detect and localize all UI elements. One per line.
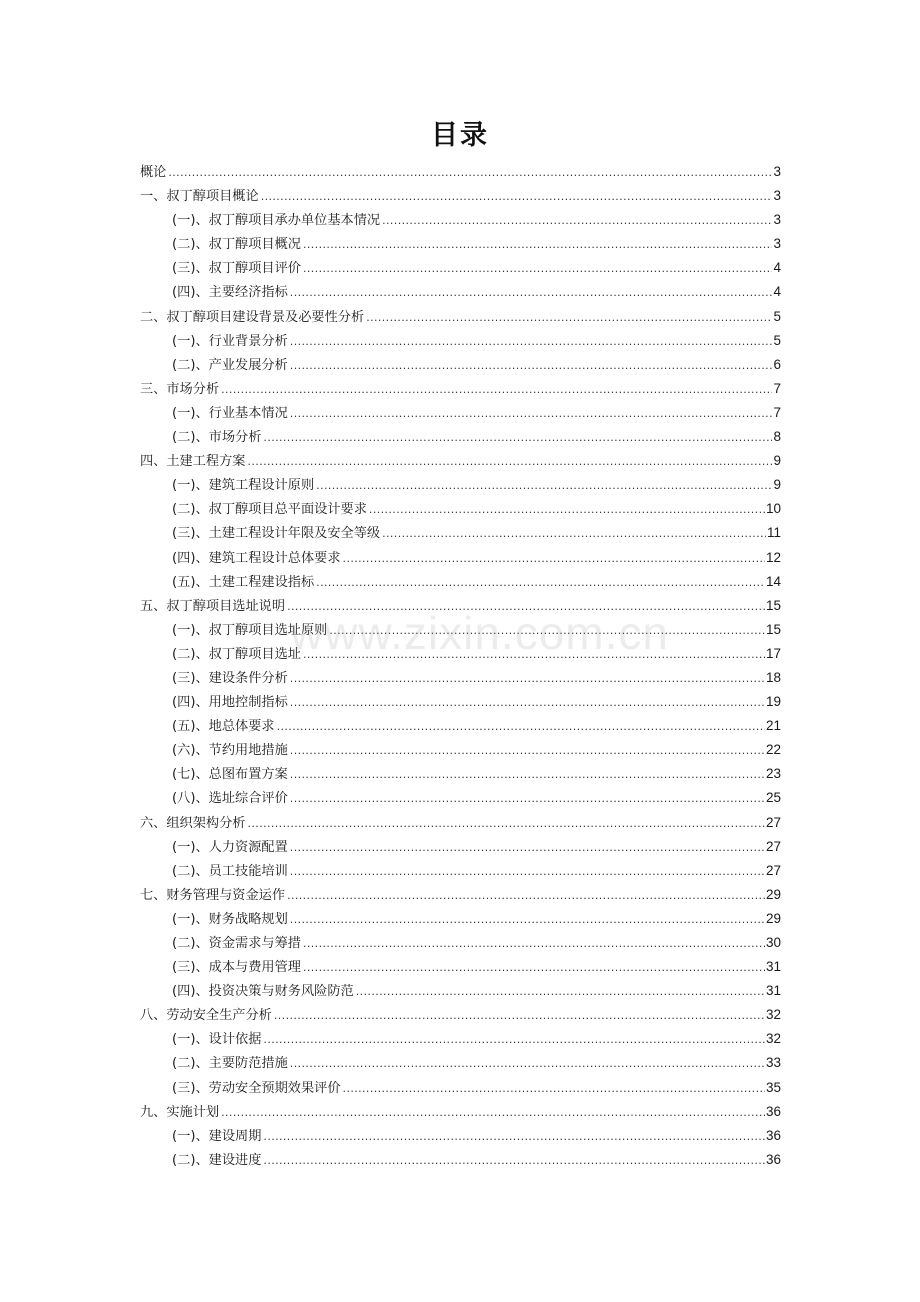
toc-entry-label: (一)、行业背景分析 — [172, 333, 288, 349]
toc-entry-label: (二)、员工技能培训 — [172, 863, 288, 879]
toc-entry-label: (一)、建筑工程设计原则 — [172, 478, 315, 494]
toc-entry[interactable] — [140, 907, 781, 931]
toc-page-number: 18 — [765, 669, 781, 685]
toc-entry[interactable] — [140, 497, 781, 521]
toc-dot-leader — [303, 643, 765, 667]
toc-entry-label: 二、叔丁醇项目建设背景及必要性分析 — [140, 309, 365, 325]
toc-page-number: 36 — [765, 1127, 781, 1143]
toc-page-number: 21 — [765, 718, 781, 734]
toc-page-number: 32 — [765, 1031, 781, 1047]
toc-dot-leader — [366, 306, 772, 330]
toc-entry-label: (二)、建设进度 — [172, 1152, 262, 1168]
toc-dot-leader — [290, 739, 765, 763]
toc-entry-label: (八)、选址综合评价 — [172, 791, 288, 807]
toc-dot-leader — [316, 571, 765, 595]
toc-dot-leader — [303, 932, 765, 956]
toc-dot-leader — [290, 763, 765, 787]
toc-dot-leader — [290, 354, 773, 378]
toc-entry[interactable] — [140, 979, 781, 1003]
toc-dot-leader — [290, 787, 765, 811]
toc-entry-label: (四)、建筑工程设计总体要求 — [172, 550, 341, 566]
toc-entry[interactable] — [140, 353, 781, 377]
toc-entry-label: (二)、市场分析 — [172, 430, 262, 446]
toc-page-number: 25 — [765, 790, 781, 806]
toc-entry[interactable] — [140, 1003, 781, 1027]
toc-page-number: 7 — [773, 380, 781, 396]
watermark: www.zixin.com.cn — [290, 607, 669, 659]
toc-page-number: 27 — [765, 838, 781, 854]
toc-page-number: 3 — [773, 164, 781, 179]
toc-entry[interactable] — [140, 690, 781, 714]
toc-entry-label: (三)、劳动安全预期效果评价 — [172, 1080, 341, 1096]
toc-entry-label: (一)、人力资源配置 — [172, 839, 288, 855]
toc-page-number: 3 — [773, 212, 781, 228]
toc-entry[interactable] — [140, 160, 781, 184]
toc-dot-leader — [303, 956, 765, 980]
toc-entry-label: (三)、建设条件分析 — [172, 670, 288, 686]
toc-dot-leader — [356, 980, 765, 1004]
toc-dot-leader — [290, 281, 773, 305]
toc-entry-label: (二)、产业发展分析 — [172, 357, 288, 373]
toc-entry[interactable] — [140, 449, 781, 473]
toc-page-number: 14 — [765, 573, 781, 589]
table-of-contents — [140, 160, 781, 1172]
toc-page-number: 36 — [765, 1103, 781, 1119]
toc-dot-leader — [277, 715, 765, 739]
toc-page-number: 32 — [765, 1007, 781, 1023]
toc-entry[interactable] — [140, 883, 781, 907]
toc-entry-label: (一)、设计依据 — [172, 1032, 262, 1048]
toc-dot-leader — [290, 836, 765, 860]
toc-dot-leader — [290, 667, 765, 691]
toc-entry-label: (三)、土建工程设计年限及安全等级 — [172, 526, 381, 542]
toc-entry-label: (四)、投资决策与财务风险防范 — [172, 984, 354, 1000]
toc-dot-leader — [263, 1149, 765, 1173]
toc-entry[interactable] — [140, 811, 781, 835]
toc-dot-leader — [382, 522, 766, 546]
toc-entry[interactable] — [140, 329, 781, 353]
toc-page-number: 22 — [765, 742, 781, 758]
toc-page-number: 27 — [765, 862, 781, 878]
toc-dot-leader — [263, 1028, 765, 1052]
toc-page-number: 9 — [773, 453, 781, 469]
page-title: 目录 — [431, 120, 489, 151]
toc-entry[interactable] — [140, 618, 781, 642]
toc-entry[interactable] — [140, 184, 781, 208]
toc-dot-leader — [303, 257, 773, 281]
toc-entry-label: 一、叔丁醇项目概论 — [140, 189, 259, 205]
toc-entry-label: (四)、用地控制指标 — [172, 695, 288, 711]
toc-page-number: 15 — [765, 621, 781, 637]
toc-dot-leader — [287, 884, 765, 908]
toc-entry[interactable] — [140, 305, 781, 329]
toc-entry-label: (五)、土建工程建设指标 — [172, 574, 315, 590]
toc-entry-label: (六)、节约用地措施 — [172, 743, 288, 759]
toc-entry[interactable] — [140, 1027, 781, 1051]
toc-entry-label: (二)、资金需求与筹措 — [172, 936, 301, 951]
toc-page-number: 7 — [773, 404, 781, 420]
toc-entry[interactable] — [140, 546, 781, 570]
toc-entry[interactable] — [140, 280, 781, 304]
toc-dot-leader — [221, 378, 772, 402]
toc-entry-label: (二)、主要防范措施 — [172, 1056, 288, 1072]
toc-dot-leader — [290, 402, 773, 426]
toc-entry[interactable] — [140, 401, 781, 425]
toc-entry-label: (二)、叔丁醇项目总平面设计要求 — [172, 502, 367, 518]
toc-entry[interactable] — [140, 859, 781, 883]
toc-entry-label: (四)、主要经济指标 — [172, 285, 288, 301]
toc-entry[interactable] — [140, 738, 781, 762]
toc-entry-label: (二)、叔丁醇项目选址 — [172, 646, 301, 662]
toc-page-number: 6 — [773, 356, 781, 372]
toc-page-number: 4 — [773, 284, 781, 300]
toc-entry[interactable] — [140, 642, 781, 666]
toc-page-number: 29 — [765, 886, 781, 902]
toc-dot-leader — [290, 908, 765, 932]
toc-entry-label: (一)、行业基本情况 — [172, 405, 288, 421]
toc-page-number: 5 — [773, 332, 781, 348]
toc-dot-leader — [329, 619, 765, 643]
toc-entry[interactable] — [140, 256, 781, 280]
toc-entry[interactable] — [140, 1100, 781, 1124]
toc-page-number: 12 — [765, 549, 781, 565]
toc-entry[interactable] — [140, 1124, 781, 1148]
toc-page-number: 36 — [765, 1151, 781, 1167]
toc-entry[interactable] — [140, 835, 781, 859]
toc-entry[interactable] — [140, 521, 781, 545]
toc-entry-label: 四、土建工程方案 — [140, 454, 246, 470]
toc-dot-leader — [168, 161, 772, 185]
toc-dot-leader — [263, 426, 772, 450]
toc-entry[interactable] — [140, 931, 781, 955]
toc-page-number: 35 — [765, 1079, 781, 1095]
toc-page-number: 4 — [773, 260, 781, 276]
toc-dot-leader — [287, 595, 765, 619]
toc-entry-label: (三)、成本与费用管理 — [172, 960, 301, 976]
toc-entry[interactable] — [140, 377, 781, 401]
toc-page-number: 3 — [773, 236, 781, 252]
toc-dot-leader — [248, 450, 773, 474]
toc-entry-label: 六、组织架构分析 — [140, 815, 246, 831]
toc-entry[interactable] — [140, 1076, 781, 1100]
toc-page-number: 3 — [773, 188, 781, 204]
toc-page-number: 5 — [773, 308, 781, 324]
toc-page-number: 31 — [765, 983, 781, 999]
toc-page-number: 11 — [766, 525, 781, 541]
toc-entry-label: (七)、总图布置方案 — [172, 767, 288, 783]
toc-dot-leader — [248, 812, 765, 836]
toc-page-number: 30 — [765, 935, 781, 950]
toc-entry[interactable] — [140, 762, 781, 786]
toc-entry[interactable] — [140, 570, 781, 594]
toc-dot-leader — [316, 474, 772, 498]
toc-entry-label: 三、市场分析 — [140, 381, 220, 397]
toc-dot-leader — [274, 1004, 765, 1028]
toc-entry-label: (五)、地总体要求 — [172, 719, 275, 735]
toc-page-number: 8 — [773, 429, 781, 445]
toc-page-number: 17 — [765, 645, 781, 661]
toc-dot-leader — [263, 1125, 765, 1149]
toc-entry[interactable] — [140, 955, 781, 979]
toc-page-number: 31 — [765, 959, 781, 975]
toc-dot-leader — [290, 691, 765, 715]
toc-dot-leader — [343, 1077, 765, 1101]
toc-page-number: 27 — [765, 814, 781, 830]
toc-page-number: 15 — [765, 597, 781, 613]
toc-entry-label: 五、叔丁醇项目选址说明 — [140, 598, 286, 614]
toc-page-number: 19 — [765, 694, 781, 710]
toc-entry[interactable] — [140, 714, 781, 738]
toc-entry[interactable] — [140, 786, 781, 810]
toc-entry-label: (三)、叔丁醇项目评价 — [172, 261, 301, 277]
toc-page-number: 29 — [765, 910, 781, 926]
toc-entry-label: (一)、建设周期 — [172, 1128, 262, 1144]
toc-entry-label: (一)、财务战略规划 — [172, 911, 288, 927]
toc-page-number: 10 — [765, 501, 781, 517]
toc-entry[interactable] — [140, 666, 781, 690]
toc-entry[interactable] — [140, 425, 781, 449]
toc-entry-label: 九、实施计划 — [140, 1104, 220, 1120]
toc-page-number: 9 — [773, 477, 781, 493]
toc-entry-label: (一)、叔丁醇项目承办单位基本情况 — [172, 213, 381, 229]
toc-dot-leader — [290, 330, 773, 354]
toc-dot-leader — [382, 209, 772, 233]
toc-dot-leader — [261, 185, 773, 209]
toc-dot-leader — [303, 233, 773, 257]
toc-page-number: 33 — [765, 1055, 781, 1071]
toc-entry[interactable] — [140, 208, 781, 232]
toc-entry[interactable] — [140, 1148, 781, 1172]
toc-entry[interactable] — [140, 473, 781, 497]
toc-entry-label: 概论 — [140, 165, 167, 180]
toc-dot-leader — [221, 1101, 765, 1125]
toc-dot-leader — [369, 498, 765, 522]
toc-entry[interactable] — [140, 594, 781, 618]
toc-dot-leader — [290, 860, 765, 884]
toc-dot-leader — [290, 1052, 765, 1076]
toc-dot-leader — [343, 547, 765, 571]
toc-entry-label: 八、劳动安全生产分析 — [140, 1008, 272, 1024]
toc-entry-label: 七、财务管理与资金运作 — [140, 887, 286, 903]
toc-entry-label: (二)、叔丁醇项目概况 — [172, 237, 301, 253]
toc-entry-label: (一)、叔丁醇项目选址原则 — [172, 622, 328, 638]
toc-page-number: 23 — [765, 766, 781, 782]
toc-entry[interactable] — [140, 232, 781, 256]
toc-entry[interactable] — [140, 1051, 781, 1075]
